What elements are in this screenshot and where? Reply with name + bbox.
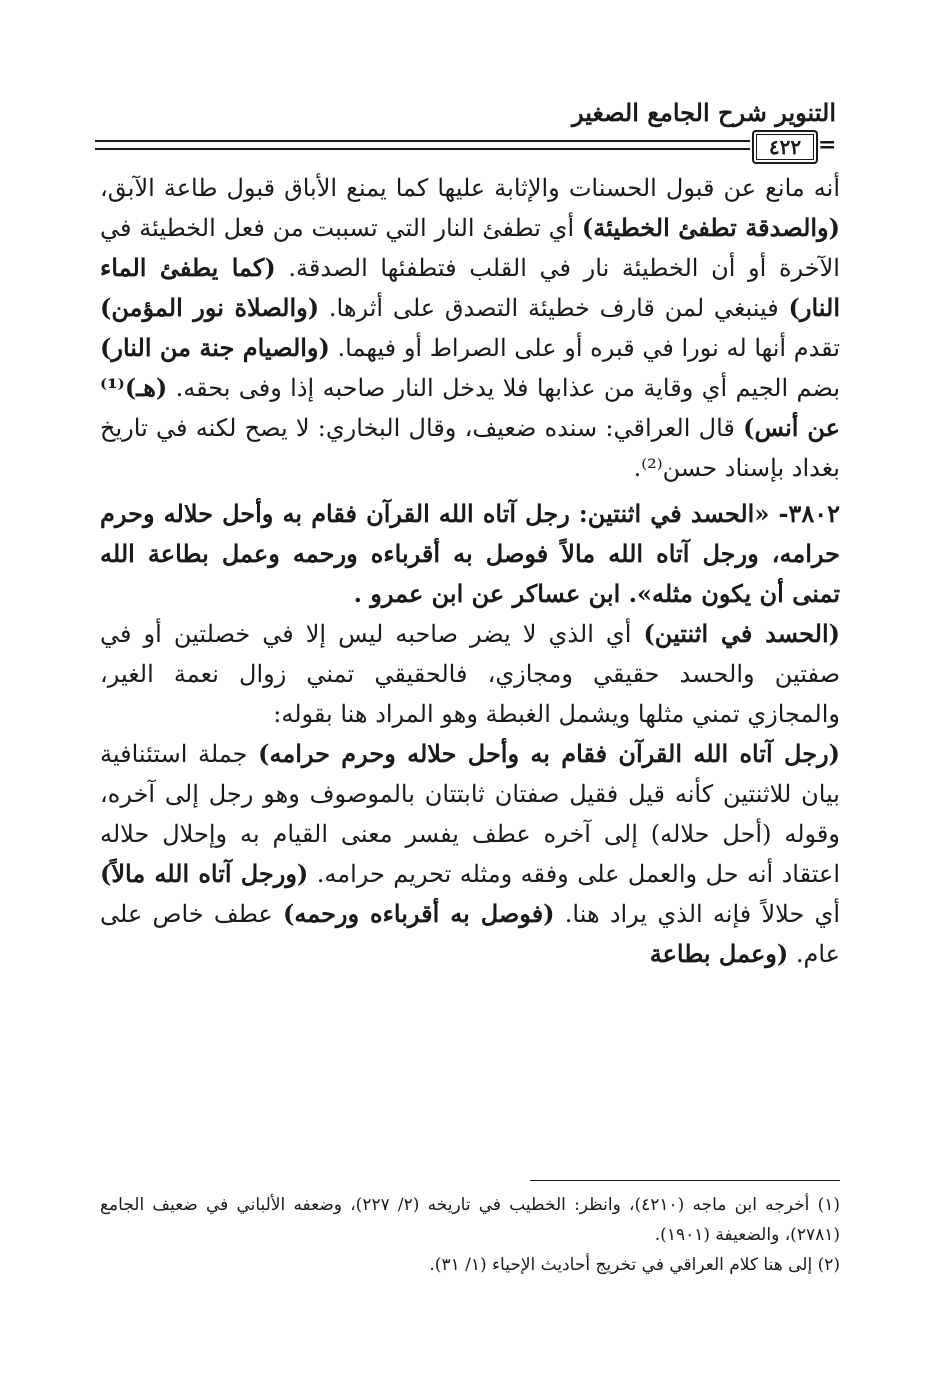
- paragraph-commentary-2: (الحسد في اثنتين) أي الذي لا يضر صاحبه ليس إلا في خصلتين أو في صفتين والحسد حقيقي ومجازي، فالحقيقي تمني زوال نعمة الغير، والمجازي تمني مثلها ويشمل الغبطة وهو المراد هنا بقوله:: [100, 619, 840, 728]
- main-text: [100, 168, 840, 974]
- hadith-text: [100, 494, 840, 614]
- hadith-number: ٣٨٠٢-: [769, 499, 840, 528]
- quoted-phrase: (والصدقة تطفئ الخطيئة): [581, 213, 840, 242]
- quoted-phrase: (والصيام جنة من النار): [100, 333, 330, 362]
- quoted-phrase: (وعمل بطاعة: [649, 939, 789, 968]
- page-number-ornament: =: [818, 132, 837, 158]
- footnote-1: (١) أخرجه ابن ماجه (٤٢١٠)، وانظر: الخطيب في تاريخه (٢/ ٢٢٧)، وضعفه الألباني في ضعيف الجامع (٢٧٨١)، والضعيفة (١٩٠١).: [100, 1195, 840, 1245]
- header-rule-upper: [95, 140, 750, 142]
- quoted-phrase: (فوصل به أقرباءه ورحمه): [282, 899, 555, 928]
- page-number-frame: [752, 130, 818, 164]
- quoted-phrase: (والصلاة نور المؤمن): [100, 293, 320, 322]
- paragraph-commentary-1: أنه مانع عن قبول الحسنات والإثابة عليها كما يمنع الأباق قبول طاعة الآبق، (والصدقة تطفئ الخطيئة) أي تطفئ النار التي تسببت من فعل الخطيئة في الآخرة أو أن الخطيئة نار في القلب فتطفئها الصدقة. (كما يطفئ الماء النار) فينبغي لمن قارف خطيئة التصدق على أثرها. (والصلاة نور المؤمن) تقدم أنها له نورا في قبره أو على الصراط أو فيهما. (والصيام جنة من النار) بضم الجيم أي وقاية من عذابها فلا يدخل النار صاحبه إذا وفى بحقه. (هـ)⁽¹⁾ عن أنس) قال العراقي: سنده ضعيف، وقال البخاري: لا يصح لكنه في تاريخ بغداد بإسناد حسن⁽²⁾.: [100, 174, 841, 482]
- page-number: ٤٢٢: [768, 135, 802, 159]
- hadith-matn: «الحسد في اثنتين: رجل آتاه الله القرآن فقام به وأحل حلاله وحرم حرامه، ورجل آتاه الله مالاً فوصل به أقرباءه ورحمه وعمل بطاعة الله تمنى أن يكون مثله». ابن عساكر عن ابن عمرو .: [100, 499, 840, 608]
- footnote-2: (٢) إلى هنا كلام العراقي في تخريج أحاديث الإحياء (١/ ٣١).: [429, 1255, 840, 1275]
- footnotes: [100, 1190, 840, 1280]
- source-citation: (هـ)⁽¹⁾ عن أنس): [100, 373, 840, 442]
- quoted-phrase: (كما يطفئ الماء النار): [100, 253, 840, 322]
- footnote-separator: [530, 1180, 840, 1181]
- quoted-phrase: (الحسد في اثنتين): [643, 619, 840, 648]
- quoted-phrase: (ورجل آتاه الله مالاً): [100, 859, 309, 888]
- paragraph-commentary-3: (رجل آتاه الله القرآن فقام به وأحل حلاله وحرم حرامه) جملة استئنافية بيان للاثنتين كأنه قيل فقيل صفتان ثابتتان بالموصوف وهو رجل إلى آخره، وقوله (أحل حلاله) إلى آخره عطف يفسر معنى القيام به وإحلال حلاله اعتقاد أنه حل والعمل على وفقه ومثله تحريم حرامه. (ورجل آتاه الله مالاً) أي حلالاً فإنه الذي يراد هنا. (فوصل به أقرباءه ورحمه) عطف خاص على عام. (وعمل بطاعة: [100, 739, 841, 968]
- header-rule-lower: [95, 148, 750, 150]
- quoted-phrase: (رجل آتاه الله القرآن فقام به وأحل حلاله وحرم حرامه): [258, 739, 840, 768]
- running-title: التنوير شرح الجامع الصغير: [572, 98, 836, 127]
